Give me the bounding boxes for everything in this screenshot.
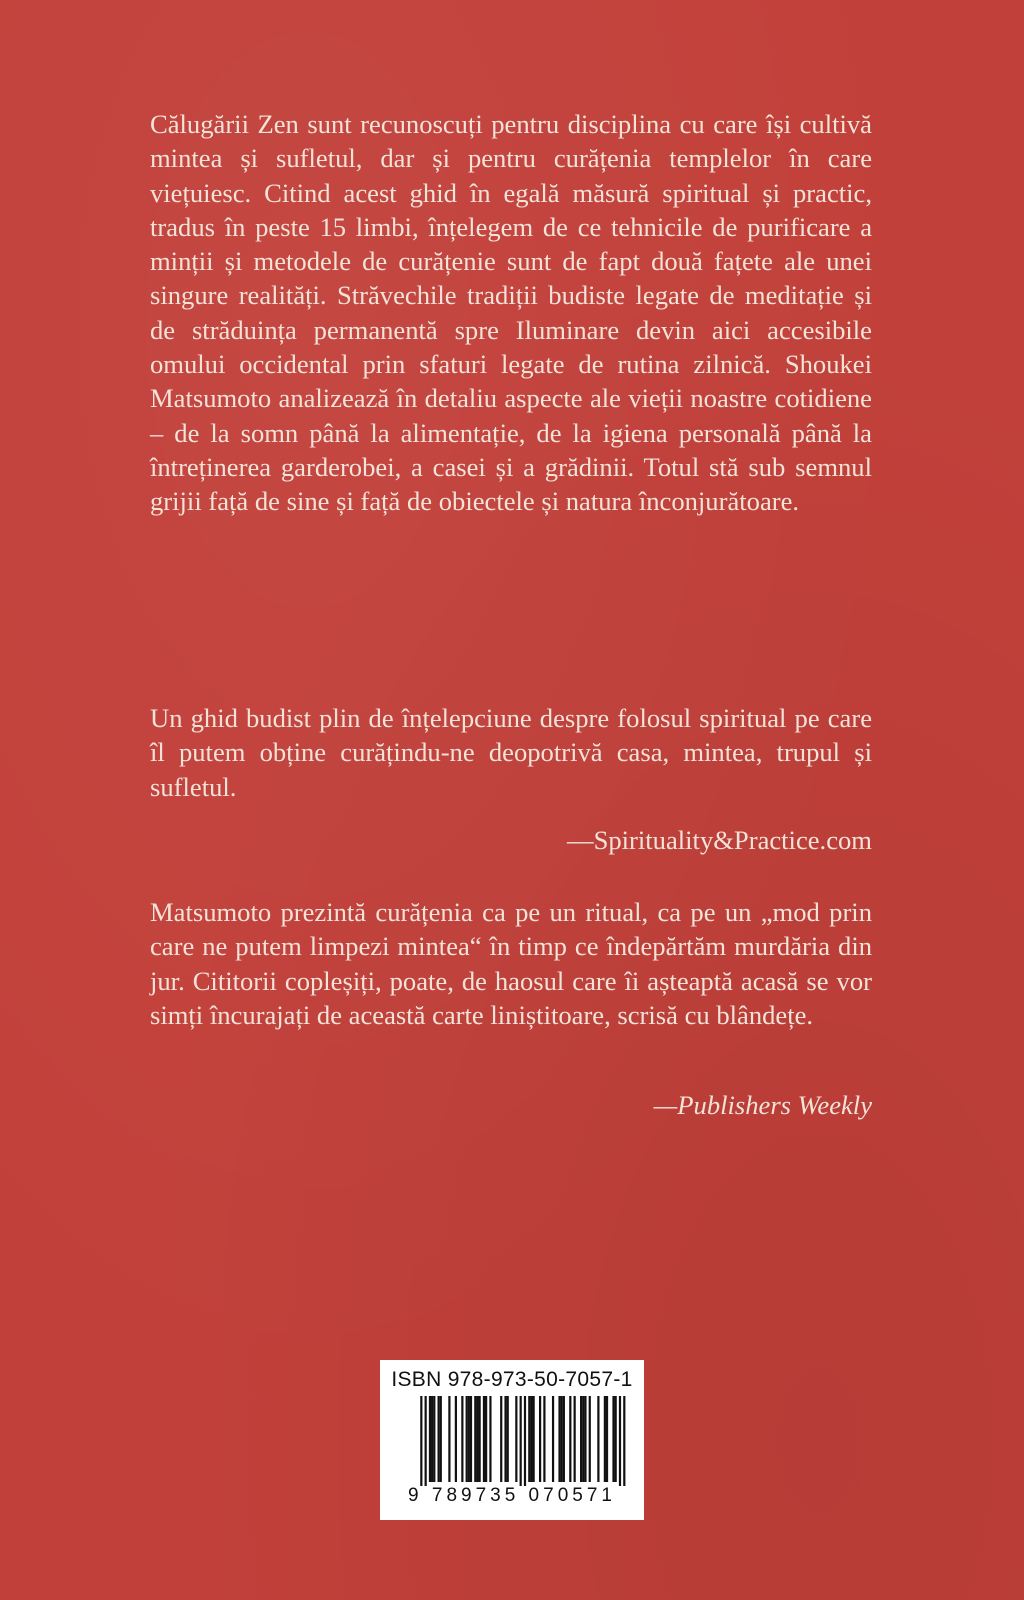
review-attribution-1: —Spirituality&Practice.com — [566, 825, 872, 855]
barcode-bar — [582, 1396, 584, 1482]
review-quote-2: Matsumoto prezintă curățenia ca pe un ritual, ca pe un „mod prin care ne putem limpezi mintea“ în timp ce îndepărtăm murdăria din jur. Cititorii copleșiți, poate, de haosul care îi așteaptă acasă se vor simți încurajați de această carte liniștitoare, scrisă cu blândețe. — [150, 897, 872, 1030]
barcode-bar — [597, 1396, 599, 1482]
barcode-bar — [584, 1396, 586, 1482]
barcode-bar — [466, 1396, 468, 1482]
barcode-bar — [604, 1396, 606, 1482]
barcode-bar — [433, 1396, 435, 1482]
barcode-bar — [461, 1396, 463, 1482]
barcode-bar — [483, 1396, 485, 1482]
barcode-bar — [524, 1396, 526, 1492]
barcode-bar — [431, 1396, 433, 1482]
barcode-bar — [515, 1396, 517, 1482]
barcode-bar — [543, 1396, 545, 1482]
barcode-bar — [552, 1396, 554, 1482]
barcode-bar — [533, 1396, 535, 1482]
barcode-bar — [520, 1396, 522, 1492]
barcode-bar — [438, 1396, 440, 1482]
barcode-bar — [589, 1396, 591, 1482]
barcode-bar — [530, 1396, 532, 1482]
barcode-bar — [470, 1396, 472, 1482]
barcode-bar — [612, 1396, 614, 1482]
barcode-digits: 9 789735 070571 — [390, 1486, 634, 1506]
barcode-bar — [606, 1396, 608, 1482]
barcode-bar — [420, 1396, 422, 1492]
barcode-bar — [539, 1396, 541, 1482]
barcode-bar — [474, 1396, 476, 1482]
barcode-bar — [528, 1396, 530, 1482]
review-quote-1: Un ghid budist plin de înțelepciune despre folosul spiritual pe care îl putem obține curățindu-ne deopotrivă casa, mintea, trupul și sufletul. — [150, 703, 872, 802]
barcode-bar — [619, 1396, 621, 1492]
isbn-label: ISBN 978-973-50-7057-1 — [391, 1368, 633, 1391]
book-blurb: Călugării Zen sunt recunoscuți pentru disciplina cu care își cultivă mintea și sufletul, dar și pentru curățenia templelor în care viețuiesc. Citind acest ghid în egală măsură spiritual și practic, tradus în peste 15 limbi, înțelegem de ce tehnicile de purificare a minții și metodele de curățenie sunt de fapt două fațete ale unei singure realități. Străvechile tradiții budiste legate de meditație și de străduința permanentă spre Iluminare devin aici accesibile omului occidental prin sfaturi legate de rutina zilnică. Shoukei Matsumoto analizează în detaliu aspecte ale vieții noastre cotidiene – de la somn până la alimentație, de la igiena personală până la întreținerea garderobei, a casei și a grădinii. Totul stă sub semnul grijii față de sine și față de obiectele și natura înconjurătoare. — [150, 109, 872, 517]
review-attribution-2: —Publishers Weekly — [653, 1090, 872, 1120]
isbn-barcode — [380, 1360, 644, 1520]
barcode-bar — [479, 1396, 481, 1482]
barcode-bar — [563, 1396, 565, 1482]
barcode-bar — [558, 1396, 560, 1482]
barcode-bar — [574, 1396, 576, 1482]
barcode-bar — [476, 1396, 478, 1482]
barcode-bar — [448, 1396, 450, 1482]
barcode-bar — [561, 1396, 563, 1482]
barcode-bar — [485, 1396, 487, 1482]
barcode-bar — [500, 1396, 502, 1482]
barcode-bar — [615, 1396, 617, 1482]
barcode-bar — [569, 1396, 571, 1482]
barcode-bar — [504, 1396, 506, 1482]
barcode-bar — [440, 1396, 442, 1482]
barcode-bar — [429, 1396, 431, 1482]
barcode-bar — [455, 1396, 457, 1482]
barcode-bar — [507, 1396, 509, 1482]
barcode-bars — [390, 1396, 634, 1492]
barcode-bar — [425, 1396, 427, 1492]
barcode-bar — [580, 1396, 582, 1482]
barcode-bar — [468, 1396, 470, 1482]
barcode-bar — [489, 1396, 491, 1482]
barcode-bar — [623, 1396, 625, 1492]
